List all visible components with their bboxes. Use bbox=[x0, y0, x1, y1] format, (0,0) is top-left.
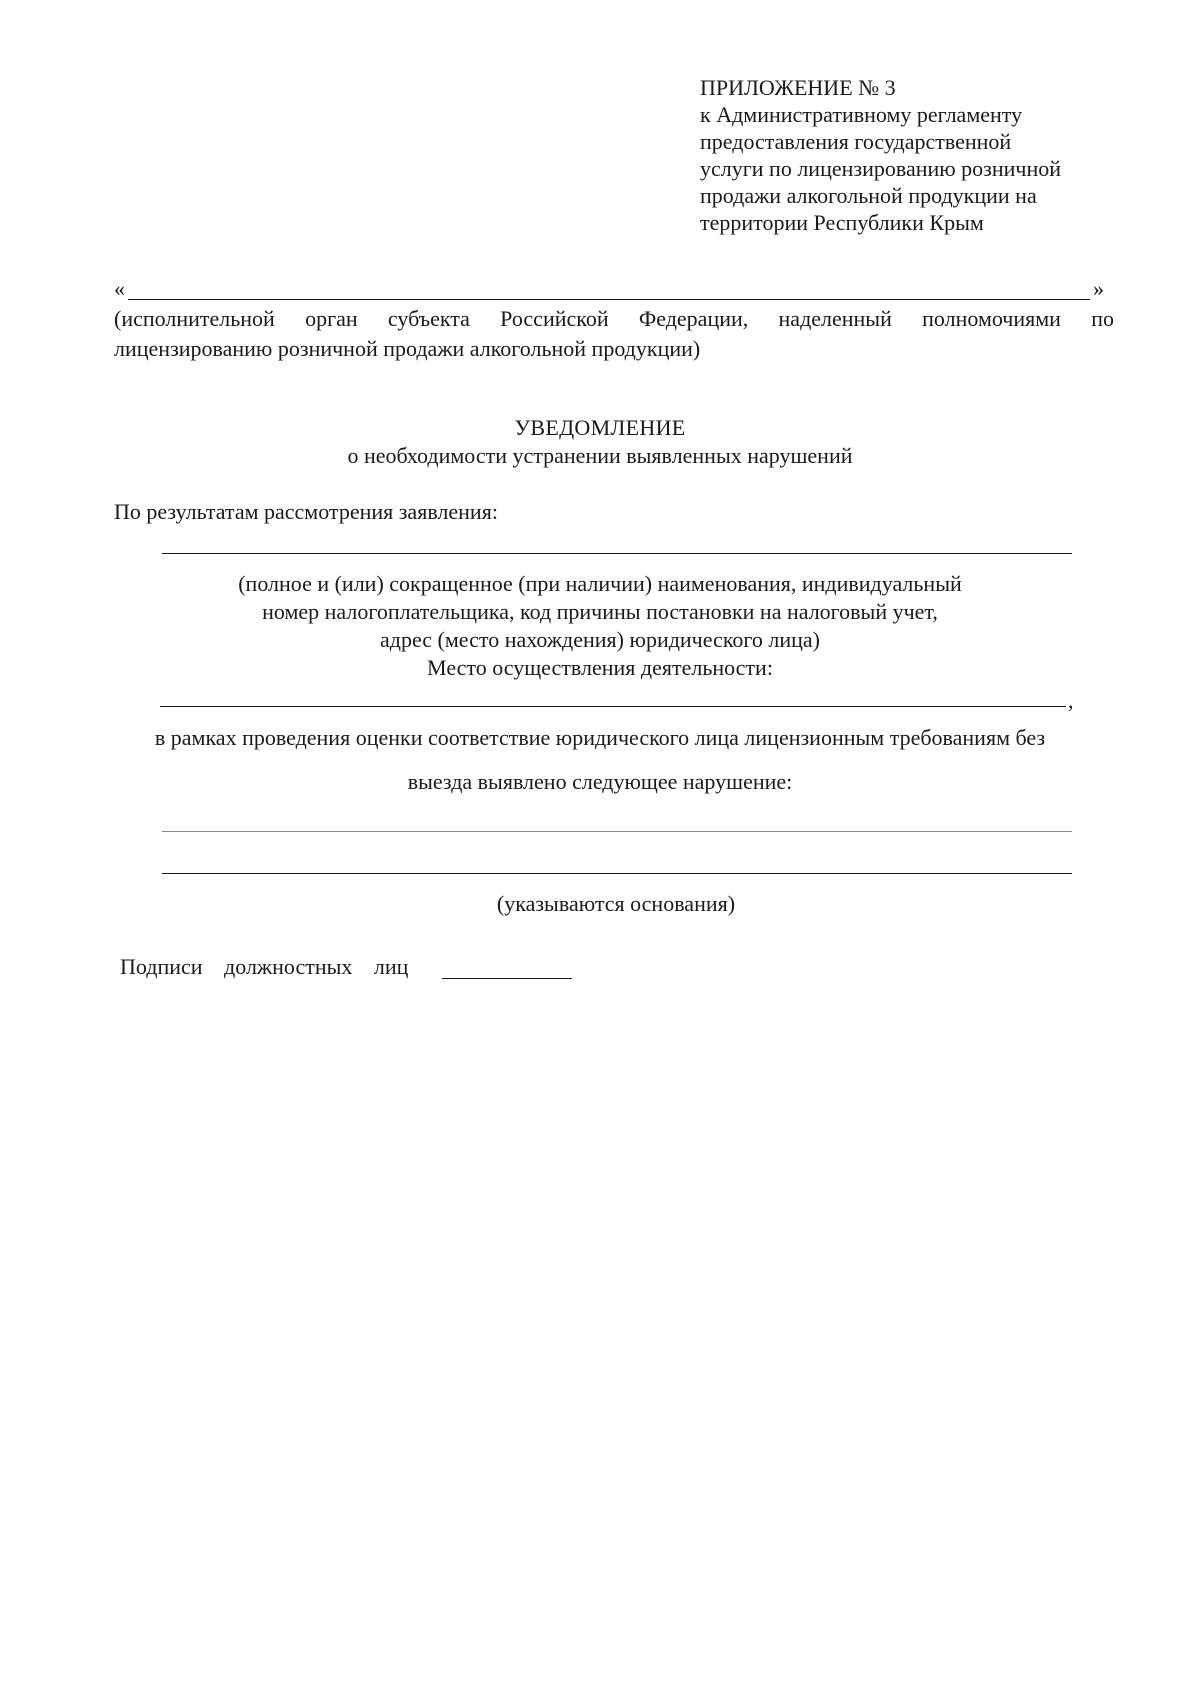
violation-blank-line-1 bbox=[162, 831, 1072, 832]
applicant-caption bbox=[0, 570, 1200, 682]
signature-word: лиц bbox=[373, 954, 409, 979]
applicant-caption-line: (полное и (или) сокращенное (при наличии) наименования, индивидуальный bbox=[238, 571, 962, 596]
appendix-line: услуги по лицензированию розничной bbox=[700, 156, 1062, 181]
appendix-line: продажи алкогольной продукции на bbox=[700, 183, 1037, 208]
assessment-line-1: в рамках проведения оценки соответствие юридического лица лицензионным требованиям без bbox=[154, 725, 1046, 750]
place-label: Место осуществления деятельности: bbox=[427, 655, 773, 680]
authority-field bbox=[114, 276, 1104, 304]
authority-blank-line bbox=[128, 299, 1090, 300]
place-comma: , bbox=[1068, 688, 1074, 713]
applicant-blank-line bbox=[162, 553, 1072, 554]
appendix-title: ПРИЛОЖЕНИЕ № 3 bbox=[700, 75, 896, 100]
document-title: УВЕДОМЛЕНИЕ bbox=[514, 415, 686, 440]
signature-blank-line bbox=[442, 978, 572, 979]
assessment-line-2: выезда выявлено следующее нарушение: bbox=[407, 769, 793, 794]
place-blank-line bbox=[160, 706, 1066, 707]
authority-caption-line: (исполнительной орган субъекта Российской Федерации, наделенный полномочиями по bbox=[114, 306, 1114, 331]
signature-word: должностных bbox=[224, 954, 353, 979]
signature-word: Подписи bbox=[120, 954, 203, 979]
appendix-header bbox=[700, 74, 1160, 236]
applicant-caption-line: номер налогоплательщика, код причины постановки на налоговый учет, bbox=[262, 599, 938, 624]
document-subtitle: о необходимости устранении выявленных нарушений bbox=[347, 443, 853, 468]
quote-open: « bbox=[114, 276, 125, 301]
authority-caption-line: лицензированию розничной продажи алкогольной продукции) bbox=[114, 336, 701, 361]
application-intro: По результатам рассмотрения заявления: bbox=[114, 499, 498, 524]
grounds-caption: (указываются основания) bbox=[496, 891, 736, 916]
quote-close: » bbox=[1093, 276, 1104, 301]
authority-caption bbox=[114, 304, 1114, 364]
appendix-line: территории Республики Крым bbox=[700, 210, 984, 235]
applicant-caption-line: адрес (место нахождения) юридического лица) bbox=[380, 627, 820, 652]
appendix-line: к Административному регламенту bbox=[700, 102, 1023, 127]
signature-label bbox=[120, 953, 424, 981]
violation-blank-line-2 bbox=[162, 873, 1072, 874]
appendix-line: предоставления государственной bbox=[700, 129, 1012, 154]
